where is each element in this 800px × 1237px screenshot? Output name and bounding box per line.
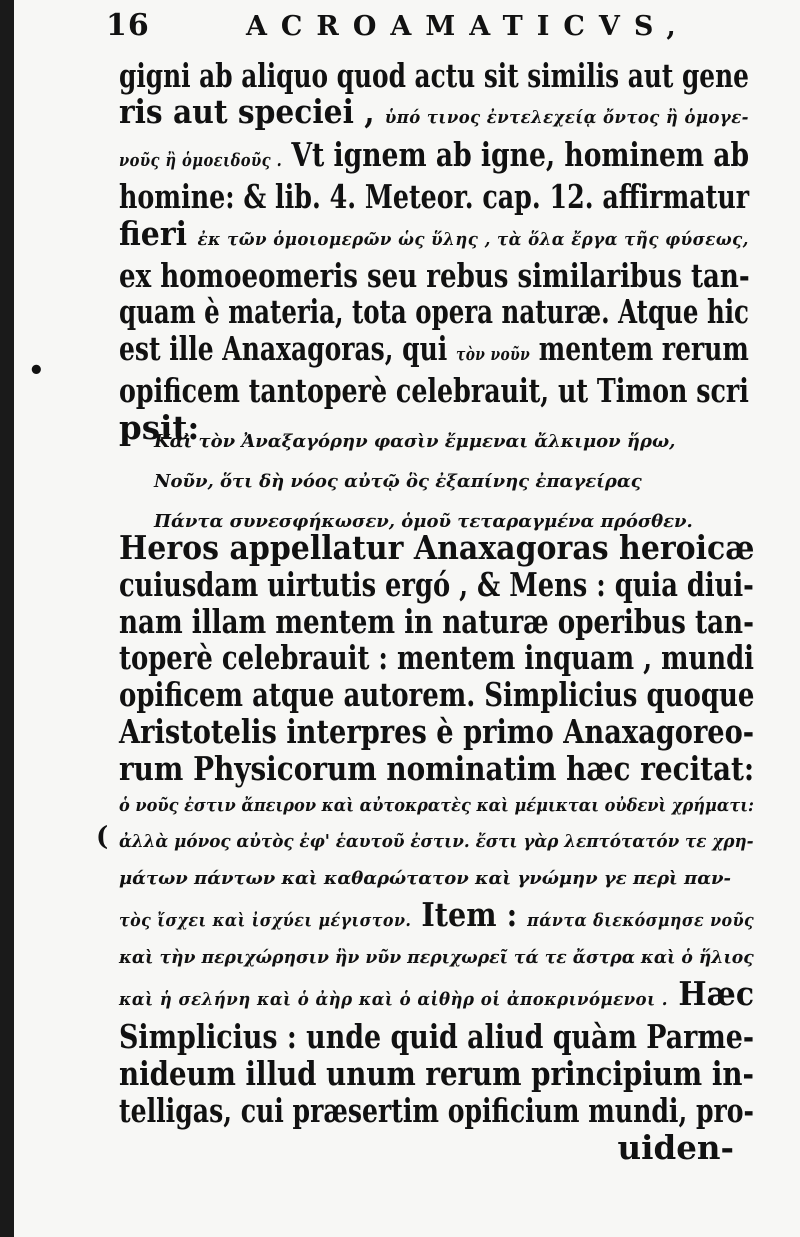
latin-span: Vt ignem ab igne, hominem ab [291, 134, 750, 174]
greek-line: ἀλλὰ μόνος αὐτὸς ἐφ' ἑαυτοῦ ἐστιν. ἔστι γὰρ λεπτότατόν τε χρη- [119, 831, 754, 853]
greek-span: ἐκ τῶν ὁμοιομερῶν ὡς ὕλης , τὰ ὅλα ἔργα τῆς φύσεως, [197, 228, 749, 250]
text-line: gigni ab aliquo quod actu sit similis aut gene [119, 56, 749, 95]
latin-span: Item : [421, 895, 518, 935]
latin-span: ris aut speciei , [119, 92, 375, 132]
text-line: ex homoeomeris seu rebus similaribus tan- [119, 256, 750, 296]
greek-span: τὸς ἴσχει καὶ ἰσχύει μέγιστον. [119, 910, 412, 932]
text-line [119, 134, 750, 179]
text-line: telligas, cui præsertim opificium mundi, pro- [119, 1090, 754, 1130]
greek-span: νοῦς ἢ ὁμοειδοῦς . [119, 149, 283, 171]
text-line [119, 92, 749, 136]
text-line: Simplicius : unde quid aliud quàm Parme- [119, 1017, 755, 1057]
running-title: ACROAMATICVS, [245, 11, 690, 42]
text-line: nam illam mentem in naturæ operibus tan- [119, 601, 754, 641]
text-line: toperè celebrauit : mentem inquam , mundi [119, 638, 755, 678]
text-line [119, 213, 749, 258]
greek-line: ὁ νοῦς ἐστιν ἄπειρον καὶ αὐτοκρατὲς καὶ μέμικται οὐδενὶ χρήματι: [119, 794, 754, 816]
text-line: opificem atque autorem. Simplicius quoque [119, 675, 755, 715]
greek-verse-block [154, 422, 744, 542]
greek-span: τὸν νοῦν [455, 343, 531, 365]
text-line [119, 974, 755, 1019]
text-line: Aristotelis interpres è primo Anaxagoreo- [119, 711, 755, 751]
lower-paragraph [119, 530, 754, 1166]
greek-span: πάντα διεκόσμησε νοῦς [527, 910, 755, 932]
upper-paragraph [119, 58, 749, 446]
text-line: opificem tantoperè celebrauit, ut Timon scri [119, 371, 749, 411]
latin-span: mentem rerum [538, 328, 749, 368]
latin-span: fieri [119, 213, 188, 253]
greek-span: καὶ ἡ σελήνη καὶ ὁ ἀὴρ καὶ ὁ αἰθὴρ οἱ ἀποκρινόμενοι . [119, 989, 668, 1011]
text-line: nideum illud unum rerum principium in- [119, 1053, 754, 1093]
text-line [119, 895, 755, 940]
greek-line: μάτων πάντων καὶ καθαρώτατον καὶ γνώμην γε περὶ παν- [119, 867, 732, 889]
page-number: 16 [106, 8, 150, 43]
greek-line: καὶ τὴν περιχώρησιν ἣν νῦν περιχωρεῖ τά τε ἄστρα καὶ ὁ ἥλιος [119, 946, 754, 968]
text-line: Heros appellatur Anaxagoras heroicæ [119, 528, 755, 567]
verse-line: Πάντα συνεσφήκωσεν, ὁμοῦ τεταραγμένα πρόσθεν. [154, 511, 693, 532]
latin-span: est ille Anaxagoras, qui [119, 328, 448, 368]
text-line: cuiusdam uirtutis ergó , & Mens : quia diui- [119, 564, 754, 604]
verse-line: Νοῦν, ὅτι δὴ νόος αὐτῷ ὃς ἐξαπίνης ἐπαγείρας [154, 471, 642, 492]
text-line [119, 328, 749, 373]
margin-dot-mark: • [28, 356, 45, 386]
text-line: psit: [119, 407, 200, 447]
text-line: quam è materia, tota opera naturæ. Atque hic [119, 292, 749, 332]
text-line: homine: & lib. 4. Meteor. cap. 12. affirmatur [119, 177, 750, 217]
margin-hook-mark: ( [96, 822, 109, 852]
text-line: rum Physicorum nominatim hæc recitat: [119, 748, 755, 788]
catchword-line: uiden- [617, 1127, 734, 1167]
latin-span: Hæc [678, 974, 755, 1014]
verse-line: Καὶ τὸν Ἀναξαγόρην φασὶν ἔμμεναι ἄλκιμον ἥρω, [154, 431, 676, 452]
page-header [106, 8, 746, 56]
greek-span: ὑπό τινος ἐντελεχείᾳ ὄντος ἢ ὁμογε- [384, 107, 749, 129]
